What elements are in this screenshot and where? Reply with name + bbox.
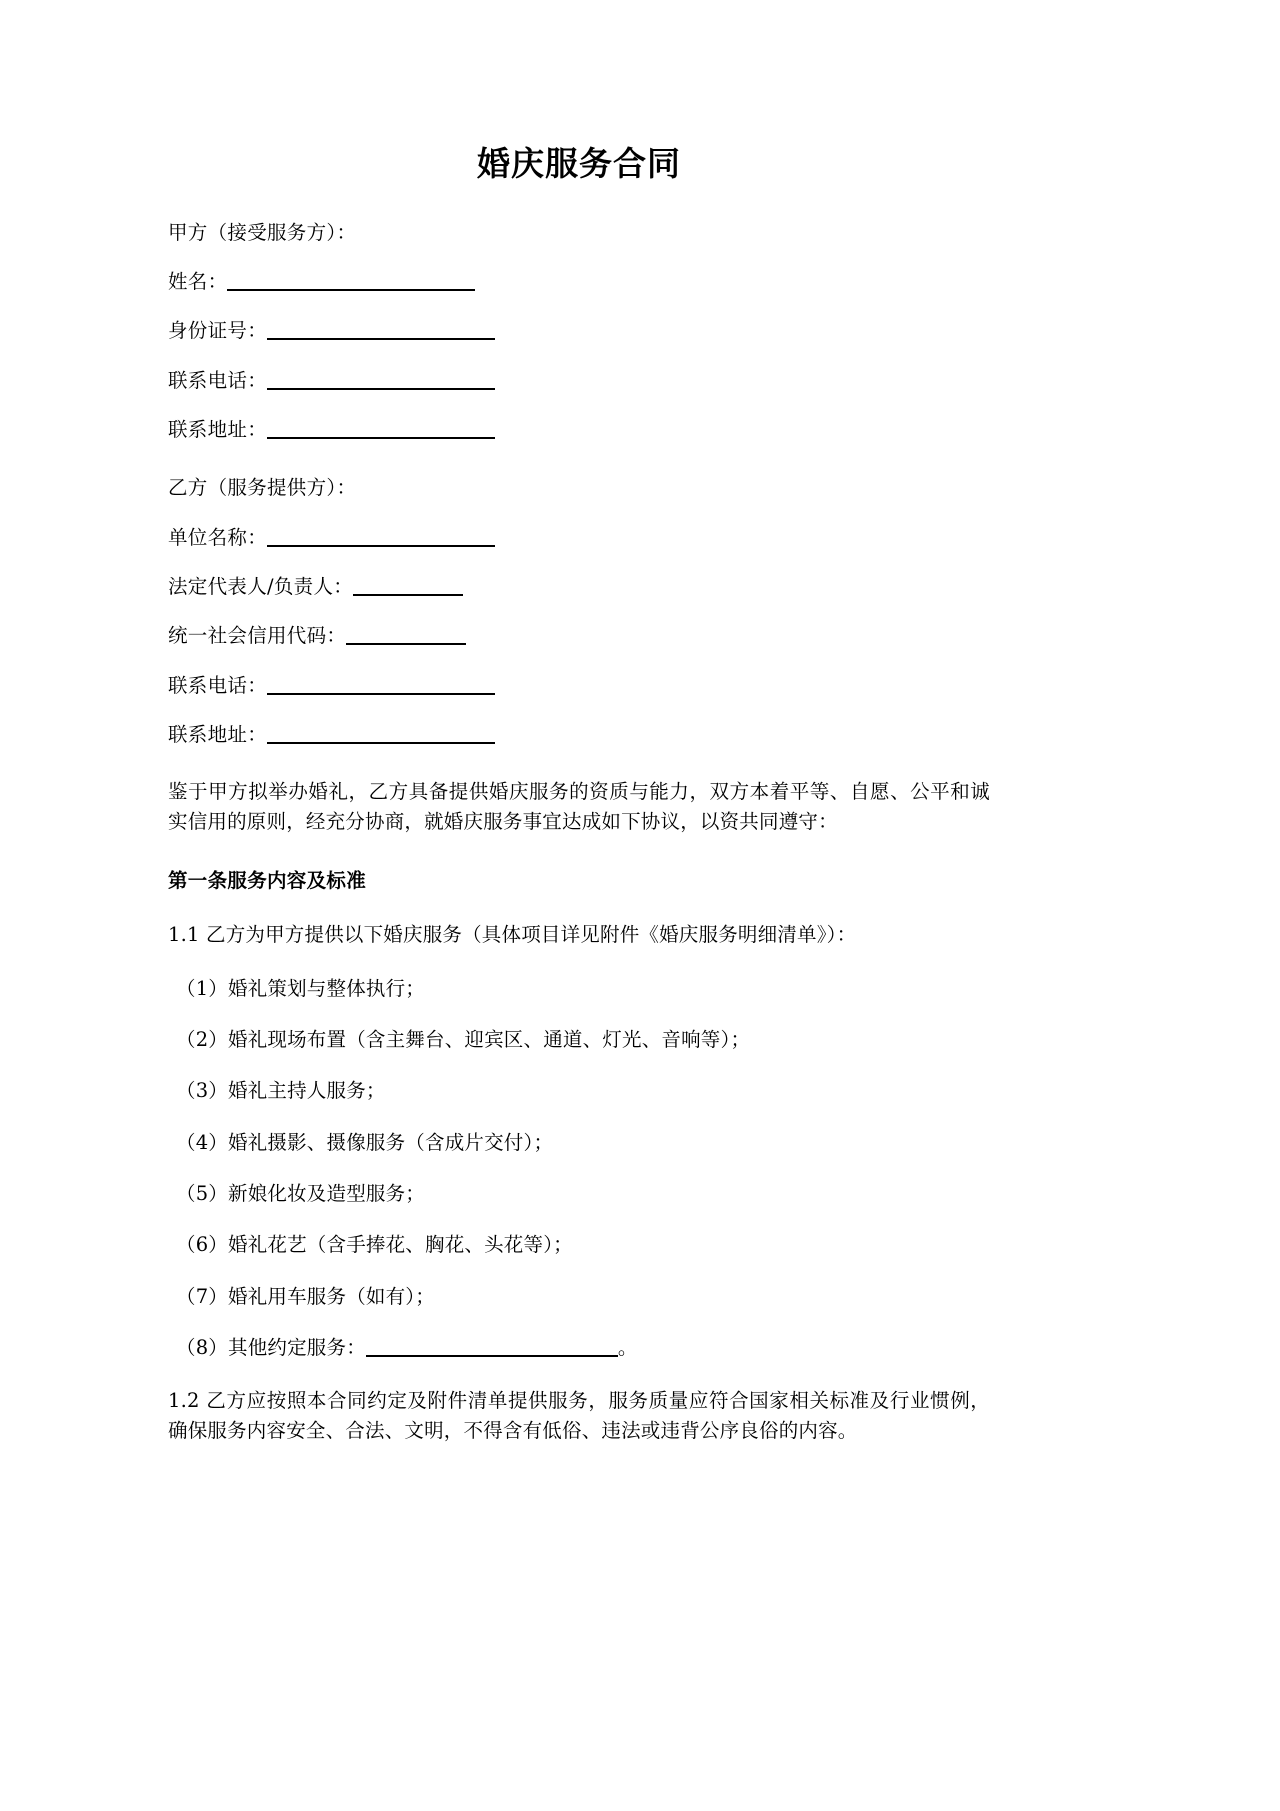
service-item-8 xyxy=(168,1335,990,1360)
party-a-address-field xyxy=(168,417,990,442)
party-b-address-blank[interactable] xyxy=(267,742,495,744)
party-b-phone-label: 联系电话： xyxy=(168,673,268,697)
party-a-name-blank[interactable] xyxy=(227,289,475,291)
party-b-company-field xyxy=(168,525,990,550)
document-content xyxy=(168,0,990,1446)
clause-1-2: 1.2 乙方应按照本合同约定及附件清单提供服务，服务质量应符合国家相关标准及行业惯例，确保服务内容安全、合法、文明，不得含有低俗、违法或违背公序良俗的内容。 xyxy=(168,1389,990,1442)
party-b-phone-blank[interactable] xyxy=(267,693,495,695)
service-item-8-period: 。 xyxy=(617,1335,638,1359)
party-a-name-field xyxy=(168,269,990,294)
party-b-heading: 乙方（服务提供方）： xyxy=(168,476,357,500)
section-heading-1: 第一条服务内容及标准 xyxy=(168,868,367,892)
party-b-address-field xyxy=(168,722,990,747)
party-a-name-label: 姓名： xyxy=(168,269,228,293)
service-item-1: （1）婚礼策划与整体执行； xyxy=(176,976,426,1000)
clause-1-1: 1.1 乙方为甲方提供以下婚庆服务（具体项目详见附件《婚庆服务明细清单》）： xyxy=(168,922,857,946)
party-a-phone-label: 联系电话： xyxy=(168,368,268,392)
service-item-6: （6）婚礼花艺（含手捧花、胸花、头花等）； xyxy=(176,1233,573,1257)
service-item-8-label: （8）其他约定服务： xyxy=(176,1335,366,1359)
service-item-7: （7）婚礼用车服务（如有）； xyxy=(176,1284,435,1308)
party-b-company-blank[interactable] xyxy=(267,545,495,547)
party-a-phone-field xyxy=(168,368,990,393)
page-title: 婚庆服务合同 xyxy=(477,144,681,183)
party-b-credit-code-blank[interactable] xyxy=(346,643,466,645)
party-b-legal-rep-blank[interactable] xyxy=(353,594,463,596)
party-a-id-blank[interactable] xyxy=(267,338,495,340)
party-b-legal-rep-label: 法定代表人/负责人： xyxy=(168,574,354,598)
party-a-phone-blank[interactable] xyxy=(267,388,495,390)
service-item-5: （5）新娘化妆及造型服务； xyxy=(176,1181,426,1205)
party-a-id-label: 身份证号： xyxy=(168,319,268,343)
party-a-id-field xyxy=(168,318,990,343)
party-a-address-blank[interactable] xyxy=(267,437,495,439)
party-b-credit-code-label: 统一社会信用代码： xyxy=(168,624,347,648)
party-b-phone-field xyxy=(168,673,990,698)
service-item-8-blank[interactable] xyxy=(366,1355,618,1357)
recital-paragraph: 鉴于甲方拟举办婚礼，乙方具备提供婚庆服务的资质与能力，双方本着平等、自愿、公平和诚实信用的原则，经充分协商，就婚庆服务事宜达成如下协议，以资共同遵守： xyxy=(168,780,990,833)
party-b-company-label: 单位名称： xyxy=(168,525,268,549)
service-item-2: （2）婚礼现场布置（含主舞台、迎宾区、通道、灯光、音响等）； xyxy=(176,1027,751,1051)
party-a-address-label: 联系地址： xyxy=(168,417,268,441)
party-b-legal-rep-field xyxy=(168,574,990,599)
party-a-heading: 甲方（接受服务方）： xyxy=(168,220,357,244)
service-item-4: （4）婚礼摄影、摄像服务（含成片交付）； xyxy=(176,1130,554,1154)
party-b-credit-code-field xyxy=(168,623,990,648)
service-item-3: （3）婚礼主持人服务； xyxy=(176,1079,386,1103)
party-b-address-label: 联系地址： xyxy=(168,722,268,746)
